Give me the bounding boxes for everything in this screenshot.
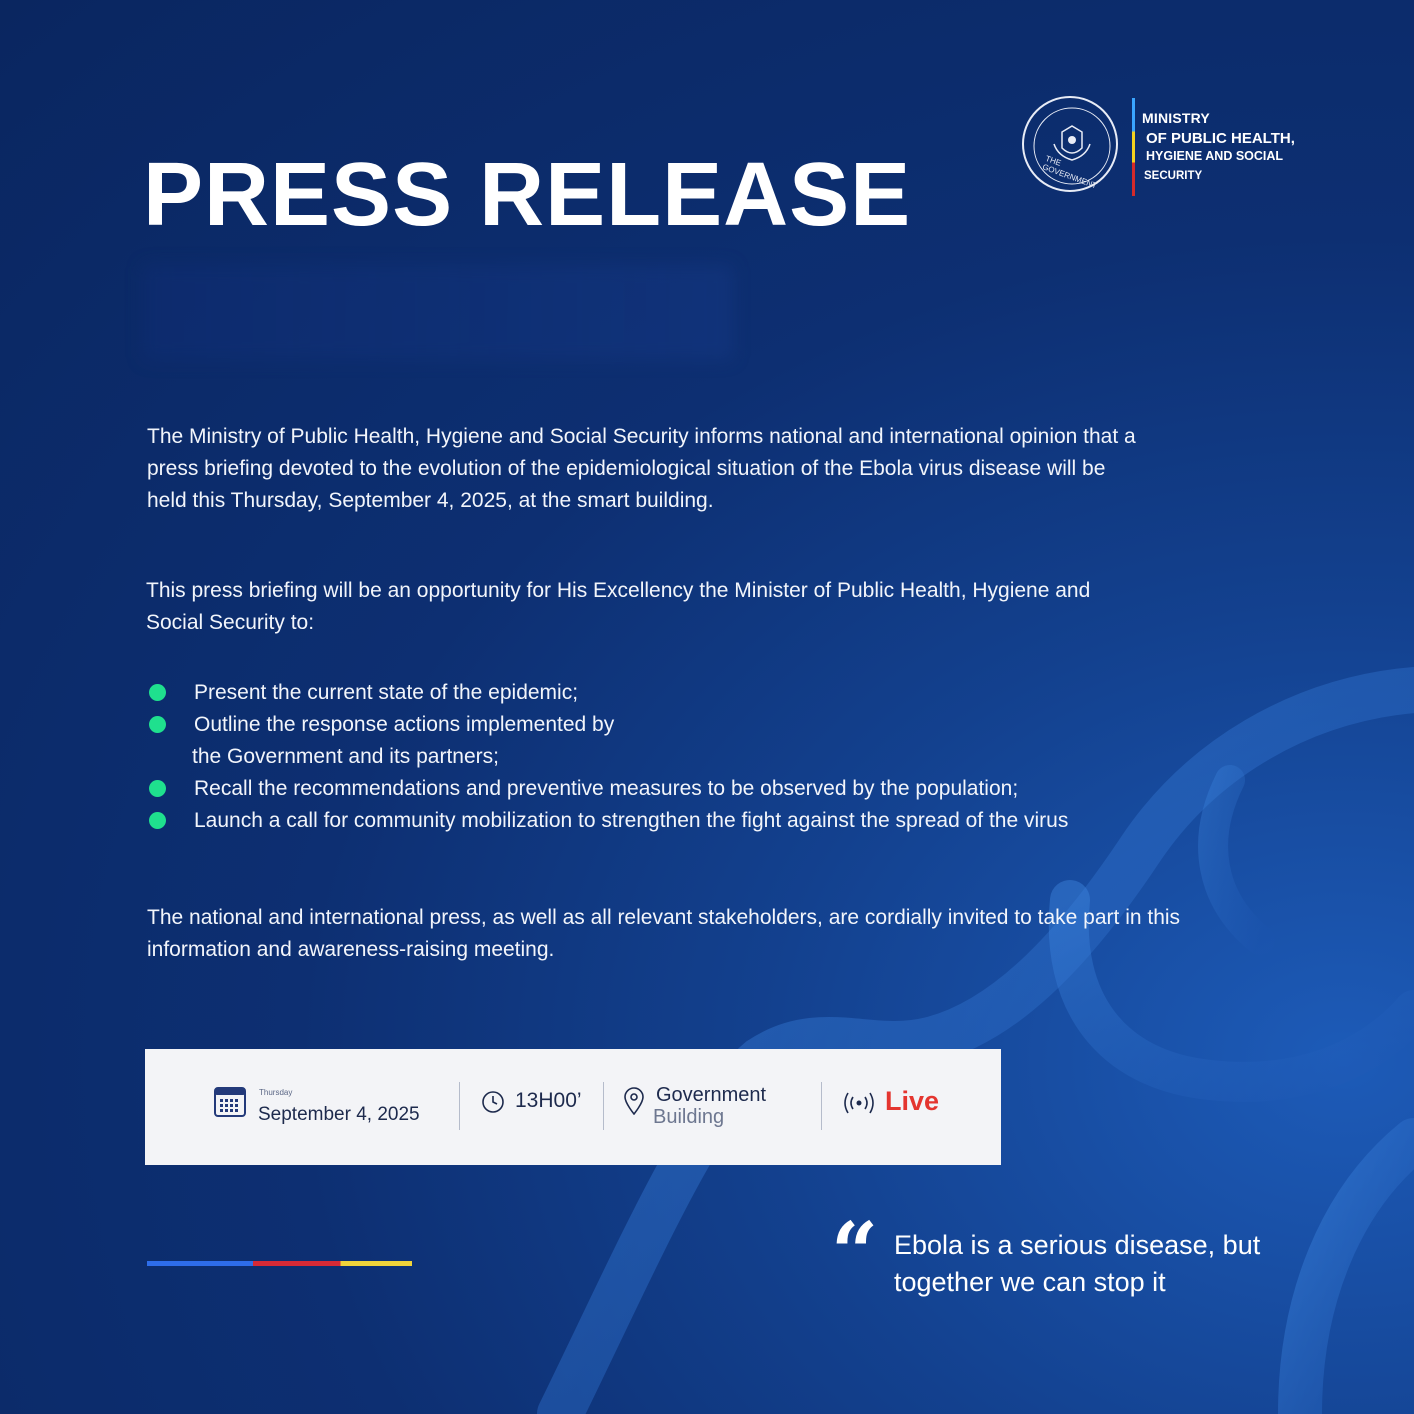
- government-seal: [1022, 96, 1118, 192]
- live-broadcast-icon: [841, 1089, 877, 1117]
- ministry-name-line4: SECURITY: [1144, 170, 1203, 182]
- divider: [821, 1082, 822, 1130]
- ministry-name-line3: HYGIENE AND SOCIAL: [1146, 149, 1284, 163]
- list-item-text: Recall the recommendations and preventive measures to be observed by the population;: [194, 777, 1019, 800]
- divider: [459, 1082, 460, 1130]
- list-item: [147, 773, 1068, 805]
- event-time: 13H00’: [515, 1089, 582, 1112]
- bullet-dot: [149, 716, 166, 733]
- purpose-paragraph: This press briefing will be an opportunity for His Excellency the Minister of Public Health, Hygiene and Social Security to:: [146, 579, 1091, 634]
- list-item: [147, 805, 1068, 837]
- list-item-text: Outline the response actions implemented by: [194, 713, 615, 736]
- bullet-dot: [149, 812, 166, 829]
- event-location-line1: Government: [656, 1084, 767, 1106]
- calendar-icon: [214, 1085, 246, 1117]
- ministry-name-line2: OF PUBLIC HEALTH,: [1146, 130, 1295, 147]
- quote-mark-icon: “: [831, 1205, 879, 1301]
- seal-bottom-text: THE GOVERNMENT: [1041, 153, 1099, 191]
- intro-paragraph: The Ministry of Public Health, Hygiene and Social Security informs national and international opinion that a press briefing devoted to the evolution of the epidemiological situation of the Ebola virus disease will be held this Thursday, September 4, 2025, at the smart building.: [147, 425, 1136, 512]
- blurred-subtitle-shape: [143, 265, 733, 360]
- clock-icon: [481, 1090, 505, 1114]
- event-day: Thursday: [259, 1088, 293, 1097]
- event-date: September 4, 2025: [258, 1104, 420, 1125]
- divider: [603, 1082, 604, 1130]
- live-label: Live: [885, 1086, 940, 1116]
- list-item-continuation: the Government and its partners;: [192, 745, 499, 768]
- bullet-dot: [149, 684, 166, 701]
- list-item-text: Launch a call for community mobilization to strengthen the fight against the spread of the virus: [194, 809, 1069, 832]
- agenda-list: [147, 677, 1068, 837]
- list-item: [147, 677, 1068, 709]
- event-location-line2: Building: [653, 1106, 725, 1128]
- quote-text: Ebola is a serious disease, but together we can stop it: [894, 1230, 1261, 1297]
- page-title: PRESS RELEASE: [143, 145, 912, 245]
- flag-color-bar: [1132, 98, 1135, 196]
- ministry-name-line1: MINISTRY: [1142, 110, 1210, 126]
- bullet-dot: [149, 780, 166, 797]
- flag-color-line: [147, 1261, 412, 1266]
- invitation-paragraph: The national and international press, as well as all relevant stakeholders, are cordially invited to take part in this information and awareness-raising meeting.: [147, 906, 1181, 961]
- list-item-text: Present the current state of the epidemic;: [194, 681, 579, 704]
- list-item: [147, 709, 1068, 773]
- event-details-bar: [145, 1049, 1001, 1165]
- ministry-logo: [1022, 96, 1322, 196]
- location-pin-icon: [623, 1087, 645, 1115]
